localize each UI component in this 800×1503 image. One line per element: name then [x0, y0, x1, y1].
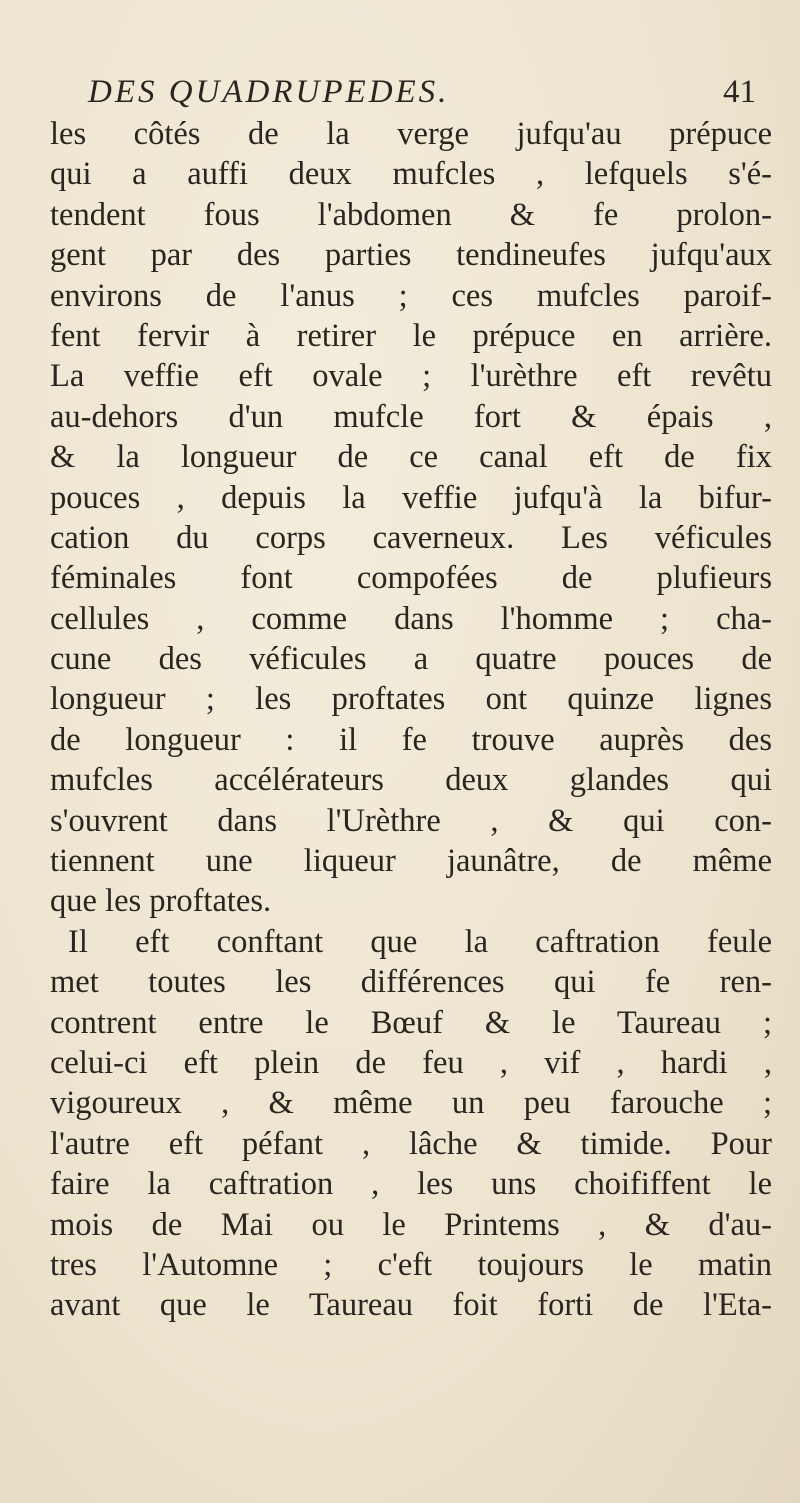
page-header — [88, 74, 768, 118]
text-line: de longueur : il fe trouve auprès des — [50, 721, 772, 758]
running-head: DES QUADRUPEDES. — [88, 74, 450, 110]
text-line: les côtés de la verge jufqu'au prépuce — [50, 116, 772, 152]
body-text — [50, 114, 772, 1326]
text-line: & la longueur de ce canal eft de fix — [50, 439, 772, 476]
text-line: tiennent une liqueur jaunâtre, de même — [50, 843, 772, 880]
text-line: longueur ; les proftates ont quinze lignes — [50, 681, 772, 718]
text-line: vigoureux , & même un peu farouche ; — [50, 1085, 772, 1122]
text-line: celui-ci eft plein de feu , vif , hardi , — [50, 1044, 772, 1081]
text-line: mufcles accélérateurs deux glandes qui — [50, 762, 772, 799]
text-line: mois de Mai ou le Printems , & d'au- — [50, 1206, 772, 1243]
text-line: au-dehors d'un mufcle fort & épais , — [50, 398, 772, 435]
paragraph-end-line: que les proftates. — [50, 883, 272, 920]
text-line: qui a auffi deux mufcles , lefquels s'é- — [50, 156, 772, 193]
text-line: met toutes les différences qui fe ren- — [50, 964, 772, 1001]
text-line: s'ouvrent dans l'Urèthre , & qui con- — [50, 802, 772, 839]
text-line: gent par des parties tendineufes jufqu'aux — [50, 237, 772, 274]
text-line: environs de l'anus ; ces mufcles paroif- — [50, 277, 772, 314]
text-line: cune des véficules a quatre pouces de — [50, 641, 772, 678]
text-line: faire la caftration , les uns choififfent le — [50, 1166, 772, 1203]
text-line: cation du corps caverneux. Les véficules — [50, 519, 772, 556]
text-line: La veffie eft ovale ; l'urèthre eft revêtu — [50, 358, 772, 395]
text-line: féminales font compofées de plufieurs — [50, 560, 772, 597]
text-line: avant que le Taureau foit forti de l'Eta- — [50, 1287, 772, 1324]
page-number: 41 — [723, 74, 756, 110]
text-line: tres l'Automne ; c'eft toujours le matin — [50, 1246, 772, 1283]
paragraph-start-line: Il eft conftant que la caftration feule — [68, 923, 772, 960]
text-line: l'autre eft péfant , lâche & timide. Pour — [50, 1125, 772, 1162]
text-line: fent fervir à retirer le prépuce en arrière. — [50, 317, 772, 354]
text-line: pouces , depuis la veffie jufqu'à la bifur- — [50, 479, 772, 516]
text-line: tendent fous l'abdomen & fe prolon- — [50, 196, 772, 233]
text-line: contrent entre le Bœuf & le Taureau ; — [50, 1004, 772, 1041]
text-line: cellules , comme dans l'homme ; cha- — [50, 600, 772, 637]
